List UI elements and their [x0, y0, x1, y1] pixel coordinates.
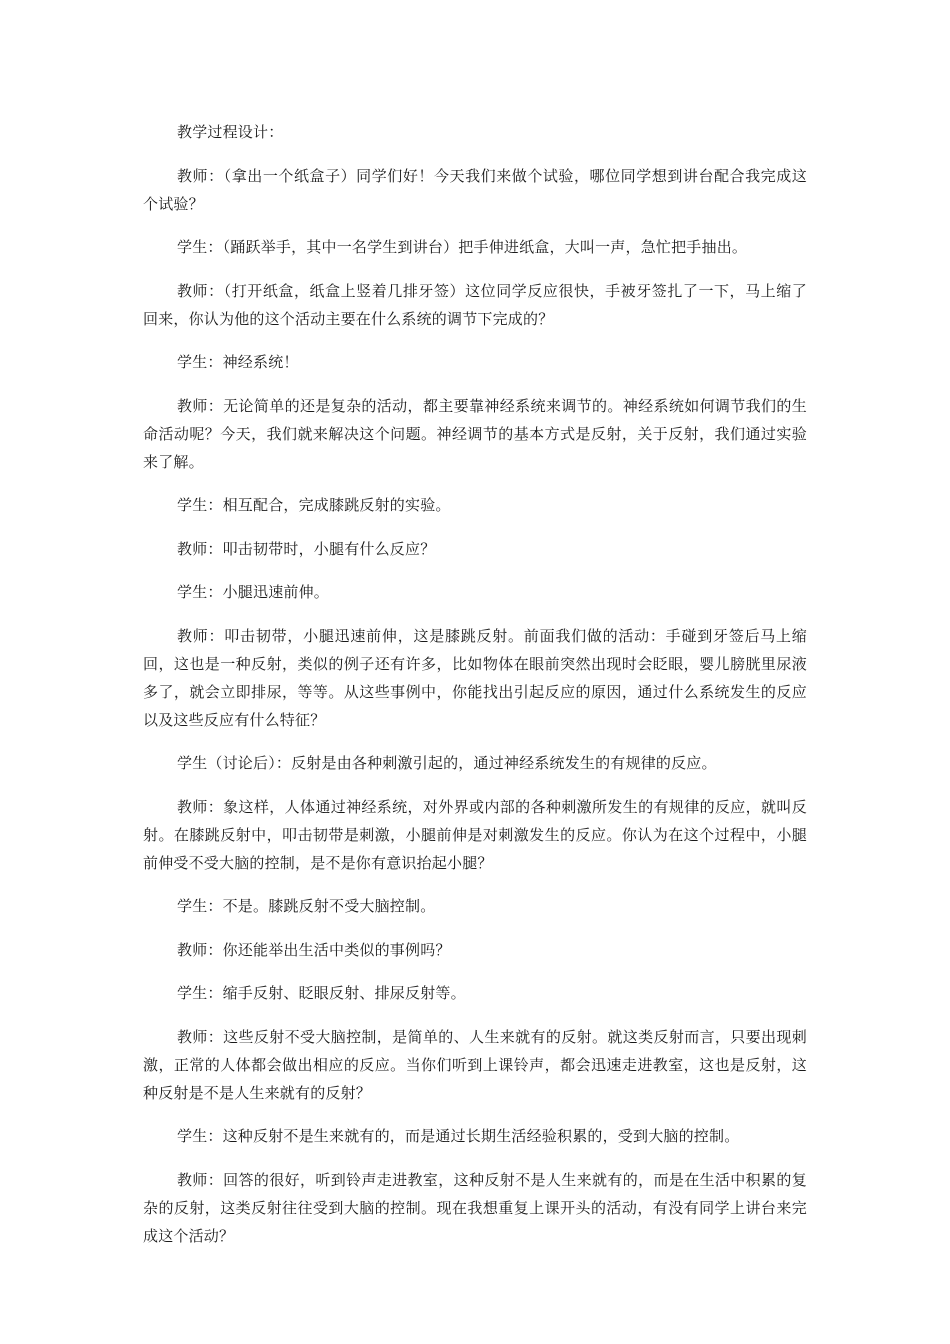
dialogue-paragraph: 教师：叩击韧带，小腿迅速前伸，这是膝跳反射。前面我们做的活动：手碰到牙签后马上缩回，这也是一种反射，类似的例子还有许多，比如物体在眼前突然出现时会眨眼，婴儿膀胱里尿液多了，就会立即排尿，等等。从这些事例中，你能找出引起反应的原因，通过什么系统发生的反应以及这些反应有什么特征？: [143, 626, 807, 729]
dialogue-paragraph: 学生：不是。膝跳反射不受大脑控制。: [177, 897, 436, 915]
dialogue-paragraph: 教师：你还能举出生活中类似的事例吗？: [177, 940, 451, 959]
dialogue-paragraph: 学生：神经系统！: [177, 353, 299, 371]
dialogue-paragraph: 学生：（踊跃举手，其中一名学生到讲台）把手伸进纸盒，大叫一声，急忙把手抽出。: [177, 238, 748, 256]
dialogue-paragraph: 学生：相互配合，完成膝跳反射的实验。: [177, 496, 451, 514]
section-heading: 教学过程设计：: [177, 123, 284, 141]
document-body: [143, 118, 807, 1265]
dialogue-paragraph: 学生：这种反射不是生来就有的，而是通过长期生活经验积累的，受到大脑的控制。: [177, 1127, 740, 1145]
dialogue-paragraph: 教师：（拿出一个纸盒子）同学们好！今天我们来做个试验，哪位同学想到讲台配合我完成这个试验？: [143, 166, 807, 213]
dialogue-paragraph: 学生：小腿迅速前伸。: [177, 583, 330, 601]
dialogue-paragraph: 教师：象这样，人体通过神经系统，对外界或内部的各种刺激所发生的有规律的反应，就叫反射。在膝跳反射中，叩击韧带是刺激，小腿前伸是对刺激发生的反应。你认为在这个过程中，小腿前伸受不受大脑的控制，是不是你有意识抬起小腿？: [143, 797, 807, 872]
dialogue-paragraph: 教师：（打开纸盒，纸盒上竖着几排牙签）这位同学反应很快，手被牙签扎了一下，马上缩了回来，你认为他的这个活动主要在什么系统的调节下完成的？: [143, 281, 807, 328]
dialogue-paragraph: 教师：这些反射不受大脑控制，是简单的、人生来就有的反射。就这类反射而言，只要出现刺激，正常的人体都会做出相应的反应。当你们听到上课铃声，都会迅速走进教室，这也是反射，这种反射是不是人生来就有的反射？: [143, 1027, 807, 1102]
dialogue-paragraph: 学生（讨论后）：反射是由各种刺激引起的，通过神经系统发生的有规律的反应。: [177, 754, 717, 772]
dialogue-paragraph: 教师：回答的很好，听到铃声走进教室，这种反射不是人生来就有的，而是在生活中积累的复杂的反射，这类反射往往受到大脑的控制。现在我想重复上课开头的活动，有没有同学上讲台来完成这个活动？: [143, 1170, 807, 1245]
dialogue-paragraph: 教师：无论简单的还是复杂的活动，都主要靠神经系统来调节的。神经系统如何调节我们的生命活动呢？今天，我们就来解决这个问题。神经调节的基本方式是反射，关于反射，我们通过实验来了解。: [143, 396, 807, 471]
dialogue-paragraph: 教师：叩击韧带时，小腿有什么反应？: [177, 539, 436, 558]
dialogue-paragraph: 学生：缩手反射、眨眼反射、排尿反射等。: [177, 984, 466, 1002]
